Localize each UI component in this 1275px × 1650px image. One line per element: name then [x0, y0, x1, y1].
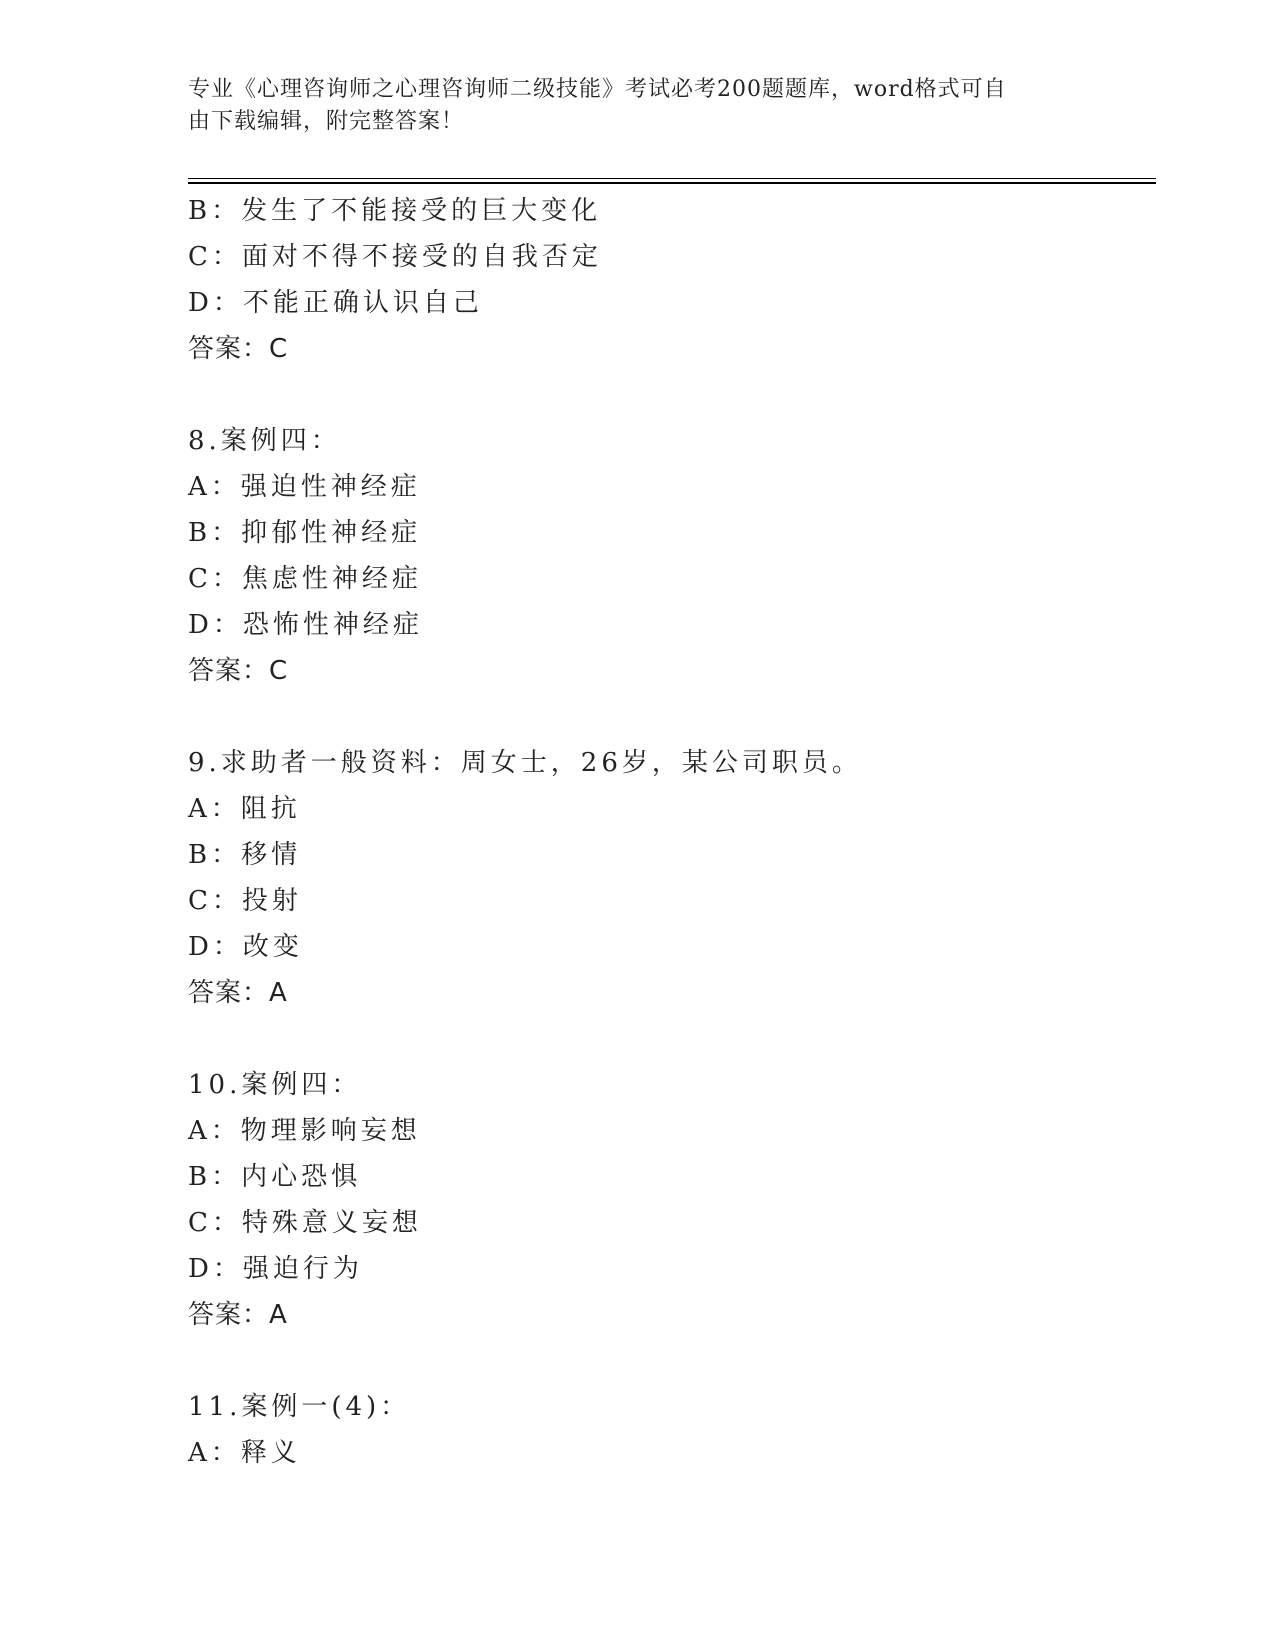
header-divider-thin [188, 178, 1156, 179]
answer-line: 答案：A [188, 1300, 288, 1330]
header-line-1: 专业《心理咨询师之心理咨询师二级技能》考试必考200题题库，word格式可自 [188, 77, 1007, 102]
header-line-2: 由下载编辑，附完整答案！ [188, 109, 465, 134]
option-b: B：移情 [188, 840, 302, 870]
option-d: D：改变 [188, 932, 303, 962]
question-list [188, 188, 1148, 1476]
question-stem: 9.求助者一般资料：周女士，26岁，某公司职员。 [188, 748, 862, 778]
option-a: A：释义 [188, 1438, 301, 1468]
option-c: C：焦虑性神经症 [188, 564, 422, 594]
question-block-11 [188, 1384, 1148, 1476]
answer-line: 答案：A [188, 978, 288, 1008]
option-d: D：恐怖性神经症 [188, 610, 423, 640]
question-block-9 [188, 740, 1148, 1016]
option-a: A：物理影响妄想 [188, 1116, 421, 1146]
option-b: B：内心恐惧 [188, 1162, 362, 1192]
option-b: B：抑郁性神经症 [188, 518, 422, 548]
option-b: B：发生了不能接受的巨大变化 [188, 196, 602, 226]
question-stem: 11.案例一(4)： [188, 1392, 411, 1422]
question-stem: 10.案例四： [188, 1070, 362, 1100]
header-divider-thick [188, 182, 1156, 184]
option-d: D：不能正确认识自己 [188, 288, 483, 318]
question-block-7-continued [188, 188, 1148, 372]
answer-line: 答案：C [188, 656, 289, 686]
option-c: C：面对不得不接受的自我否定 [188, 242, 602, 272]
question-block-8 [188, 418, 1148, 694]
document-header [188, 74, 1068, 138]
option-c: C：特殊意义妄想 [188, 1208, 422, 1238]
question-stem: 8.案例四： [188, 426, 341, 456]
answer-line: 答案：C [188, 334, 289, 364]
option-a: A：阻抗 [188, 794, 301, 824]
option-a: A：强迫性神经症 [188, 472, 421, 502]
question-block-10 [188, 1062, 1148, 1338]
option-c: C：投射 [188, 886, 302, 916]
option-d: D：强迫行为 [188, 1254, 363, 1284]
